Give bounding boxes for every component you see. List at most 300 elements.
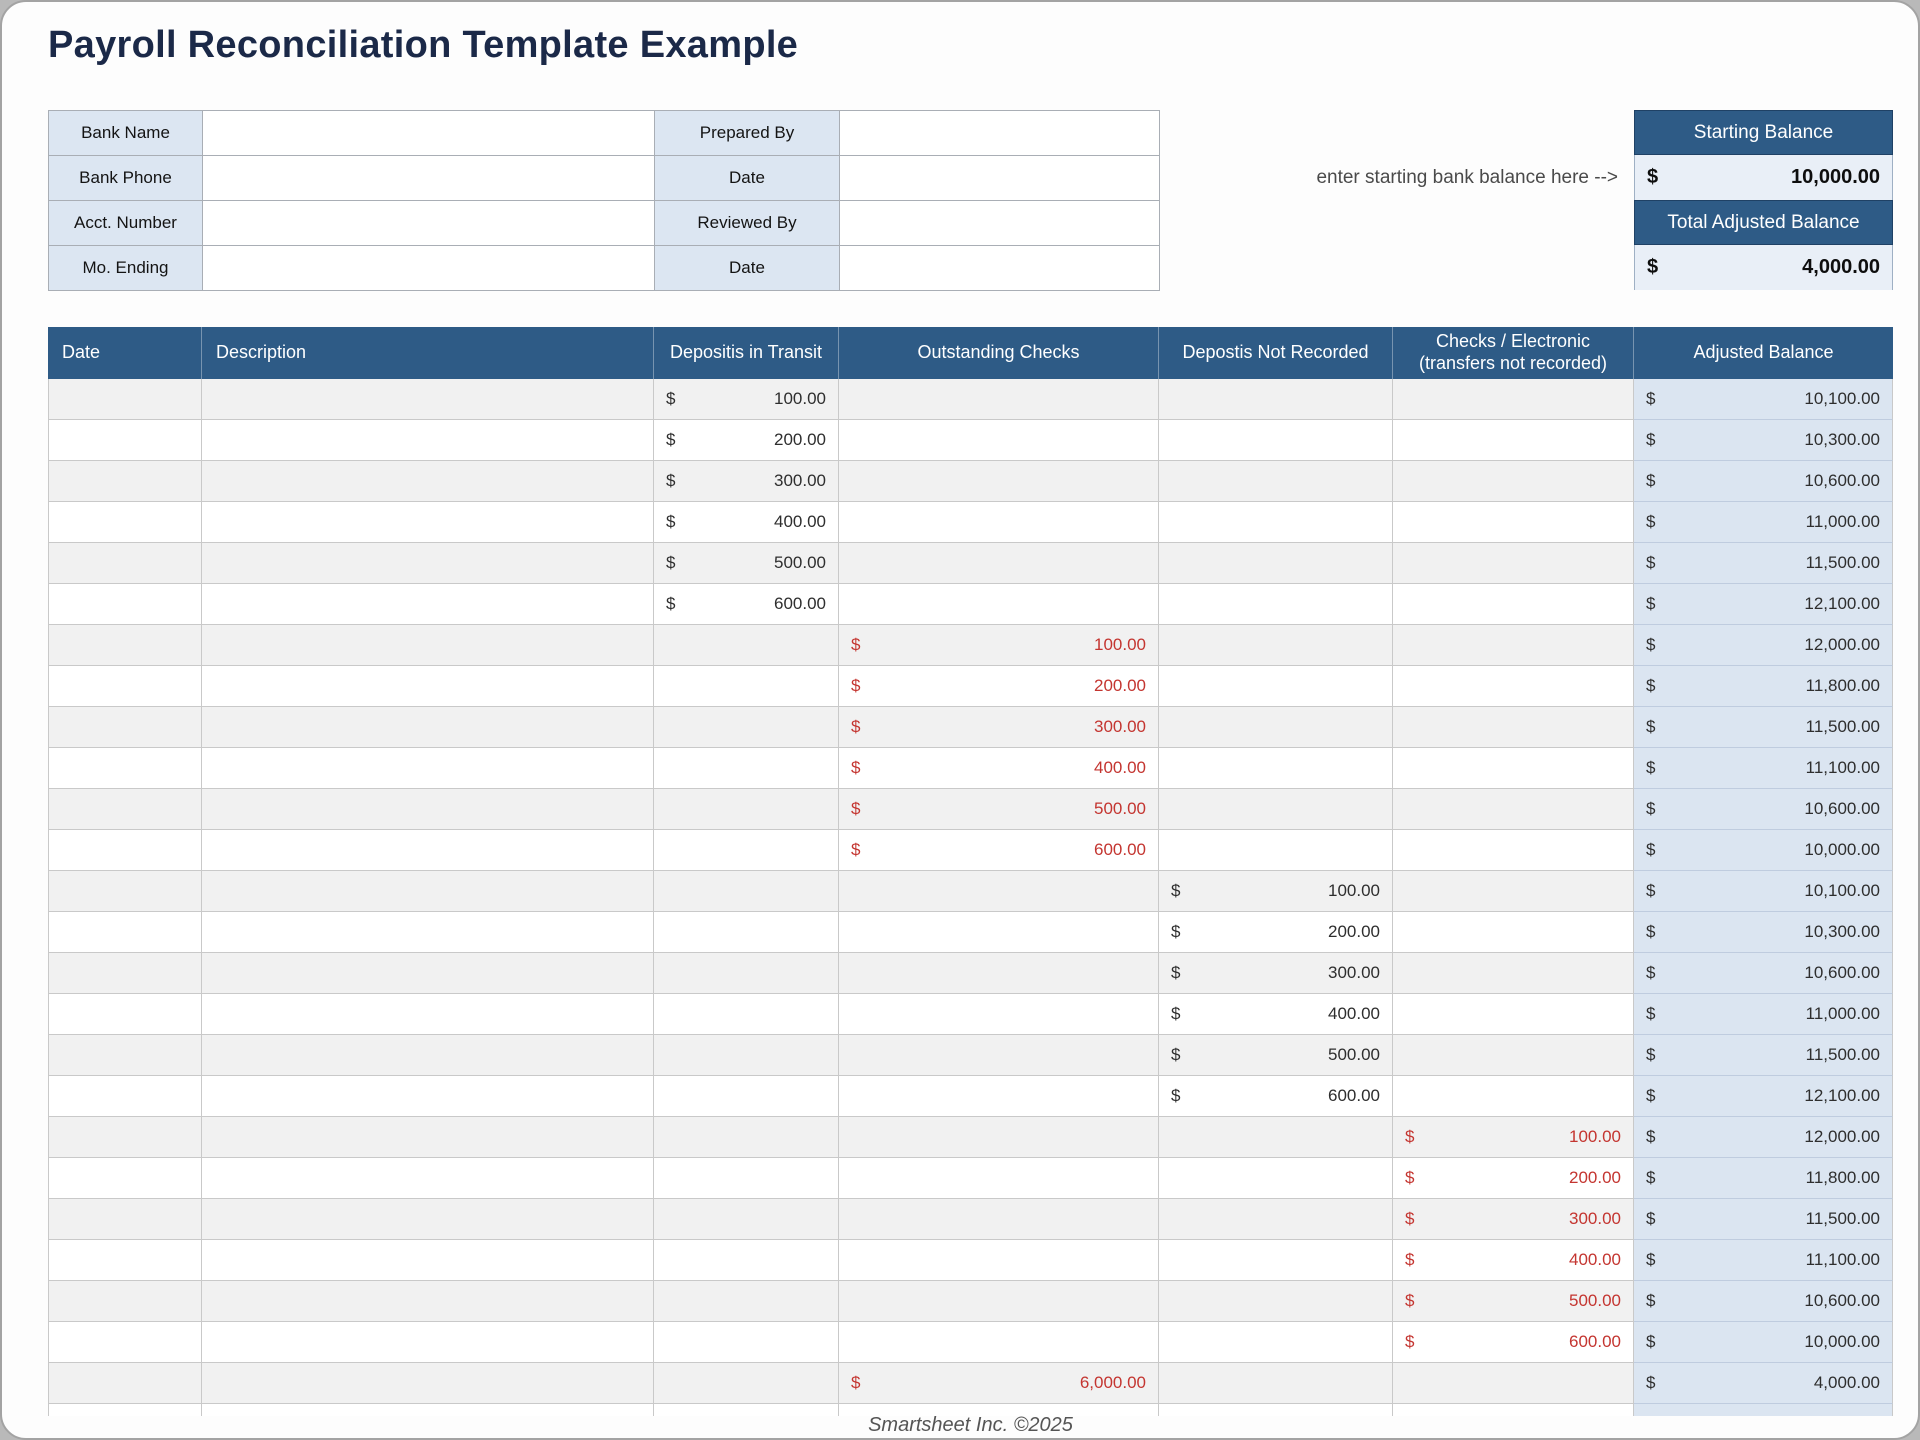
cell-checks-electronic[interactable] [1393, 1322, 1634, 1363]
reconciliation-table [48, 327, 1893, 1416]
table-header-row [48, 327, 1893, 379]
cell-deposits-not-recorded[interactable] [1159, 707, 1393, 748]
currency-symbol: $ [1405, 1291, 1415, 1310]
cell-date[interactable] [48, 871, 202, 912]
info-form [48, 110, 1160, 291]
cell-date[interactable] [48, 707, 202, 748]
starting-balance-header: Starting Balance [1634, 110, 1893, 155]
cell-date[interactable] [48, 953, 202, 994]
amount: 11,100.00 [1805, 758, 1880, 777]
cell-outstanding-checks[interactable] [839, 502, 1159, 543]
cell-description[interactable] [202, 1363, 654, 1404]
amount: 12,100.00 [1804, 1086, 1880, 1105]
currency-symbol: $ [851, 758, 861, 777]
table-row [48, 502, 1893, 543]
cell-outstanding-checks[interactable] [839, 584, 1159, 625]
cell-description[interactable] [202, 789, 654, 830]
table-row [48, 1117, 1893, 1158]
cell-adjusted-balance[interactable] [1634, 1035, 1893, 1076]
cell-checks-electronic[interactable] [1393, 994, 1634, 1035]
amount: 300.00 [1094, 717, 1146, 736]
cell-checks-electronic[interactable] [1393, 1240, 1634, 1281]
cell-checks-electronic[interactable] [1393, 953, 1634, 994]
currency-symbol: $ [1171, 881, 1181, 900]
currency-symbol: $ [1646, 1004, 1656, 1023]
cell-deposits-not-recorded[interactable] [1159, 1199, 1393, 1240]
form-value-date-2[interactable] [840, 246, 1160, 291]
form-value-date-1[interactable] [840, 156, 1160, 201]
cell-adjusted-balance[interactable] [1634, 1117, 1893, 1158]
column-header-deposits-not-recorded [1159, 327, 1393, 379]
cell-description[interactable] [202, 625, 654, 666]
cell-adjusted-balance[interactable] [1634, 584, 1893, 625]
cell-outstanding-checks[interactable] [839, 871, 1159, 912]
form-label-date-2: Date [655, 246, 840, 291]
currency-symbol: $ [1405, 1168, 1415, 1187]
currency-symbol: $ [1646, 471, 1656, 490]
amount: 4,000.00 [1802, 256, 1880, 278]
total-adjusted-balance-value[interactable] [1634, 245, 1893, 290]
cell-deposits-in-transit[interactable] [654, 1117, 839, 1158]
amount: 200.00 [1094, 676, 1146, 695]
cell-deposits-in-transit[interactable] [654, 748, 839, 789]
cell-deposits-in-transit[interactable] [654, 1035, 839, 1076]
cell-deposits-in-transit[interactable] [654, 953, 839, 994]
cell-outstanding-checks[interactable] [839, 461, 1159, 502]
cell-description[interactable] [202, 953, 654, 994]
cell-date[interactable] [48, 748, 202, 789]
cell-deposits-in-transit[interactable] [654, 379, 839, 420]
cell-outstanding-checks[interactable] [839, 379, 1159, 420]
cell-deposits-in-transit[interactable] [654, 420, 839, 461]
cell-deposits-not-recorded[interactable] [1159, 502, 1393, 543]
cell-deposits-in-transit[interactable] [654, 1281, 839, 1322]
cell-description[interactable] [202, 1240, 654, 1281]
cell-deposits-not-recorded[interactable] [1159, 1322, 1393, 1363]
currency-symbol: $ [1646, 1168, 1656, 1187]
cell-adjusted-balance[interactable] [1634, 994, 1893, 1035]
amount: 4,000.00 [1813, 1373, 1880, 1392]
cell-deposits-not-recorded[interactable] [1159, 1281, 1393, 1322]
cell-checks-electronic[interactable] [1393, 789, 1634, 830]
table-row [48, 912, 1893, 953]
form-value-bank-name[interactable] [203, 111, 655, 156]
cell-deposits-in-transit[interactable] [654, 543, 839, 584]
cell-description[interactable] [202, 420, 654, 461]
cell-outstanding-checks[interactable] [839, 1322, 1159, 1363]
cell-checks-electronic[interactable] [1393, 1363, 1634, 1404]
currency-symbol: $ [851, 717, 861, 736]
cell-deposits-not-recorded[interactable] [1159, 1035, 1393, 1076]
amount: 11,000.00 [1805, 512, 1880, 531]
currency-symbol: $ [666, 553, 676, 572]
cell-deposits-in-transit[interactable] [654, 666, 839, 707]
amount: 600.00 [1328, 1086, 1380, 1105]
cell-checks-electronic[interactable] [1393, 420, 1634, 461]
cell-checks-electronic[interactable] [1393, 379, 1634, 420]
cell-deposits-not-recorded[interactable] [1159, 1363, 1393, 1404]
cell-adjusted-balance[interactable] [1634, 1199, 1893, 1240]
table-row [48, 953, 1893, 994]
cell-deposits-not-recorded[interactable] [1159, 625, 1393, 666]
currency-symbol: $ [1405, 1250, 1415, 1269]
currency-symbol: $ [851, 1373, 861, 1392]
amount: 500.00 [1094, 799, 1146, 818]
cell-date[interactable] [48, 1076, 202, 1117]
cell-checks-electronic[interactable] [1393, 1117, 1634, 1158]
table-row [48, 1322, 1893, 1363]
cell-description[interactable] [202, 707, 654, 748]
cell-adjusted-balance[interactable] [1634, 420, 1893, 461]
cell-checks-electronic[interactable] [1393, 830, 1634, 871]
amount: 10,600.00 [1804, 963, 1880, 982]
amount: 11,500.00 [1805, 717, 1880, 736]
cell-deposits-not-recorded[interactable] [1159, 994, 1393, 1035]
cell-description[interactable] [202, 871, 654, 912]
cell-adjusted-balance[interactable] [1634, 1158, 1893, 1199]
cell-deposits-in-transit[interactable] [654, 1199, 839, 1240]
amount: 100.00 [1569, 1127, 1621, 1146]
table-row [48, 625, 1893, 666]
amount: 500.00 [1328, 1045, 1380, 1064]
cell-date[interactable] [48, 789, 202, 830]
cell-description[interactable] [202, 666, 654, 707]
amount: 10,000.00 [1791, 166, 1880, 188]
currency-symbol: $ [1646, 717, 1656, 736]
cell-description[interactable] [202, 1117, 654, 1158]
table-row [48, 748, 1893, 789]
cell-deposits-not-recorded[interactable] [1159, 1158, 1393, 1199]
cell-adjusted-balance[interactable] [1634, 666, 1893, 707]
form-value-acct-number[interactable] [203, 201, 655, 246]
cell-description[interactable] [202, 584, 654, 625]
cell-date[interactable] [48, 461, 202, 502]
currency-symbol: $ [1171, 1004, 1181, 1023]
currency-symbol: $ [1646, 922, 1656, 941]
cell-description[interactable] [202, 1199, 654, 1240]
cell-outstanding-checks[interactable] [839, 789, 1159, 830]
cell-deposits-not-recorded[interactable] [1159, 871, 1393, 912]
header-label: Checks / Electronic [1435, 331, 1591, 352]
amount: 11,000.00 [1805, 1004, 1880, 1023]
cell-checks-electronic[interactable] [1393, 1281, 1634, 1322]
amount: 10,300.00 [1804, 922, 1880, 941]
cell-deposits-in-transit[interactable] [654, 830, 839, 871]
amount: 11,800.00 [1805, 1168, 1880, 1187]
amount: 300.00 [1328, 963, 1380, 982]
column-header-description [202, 327, 654, 379]
currency-symbol: $ [1646, 1045, 1656, 1064]
currency-symbol: $ [1646, 512, 1656, 531]
currency-symbol: $ [1646, 389, 1656, 408]
cell-deposits-in-transit[interactable] [654, 1363, 839, 1404]
cell-adjusted-balance[interactable] [1634, 1281, 1893, 1322]
currency-symbol: $ [1646, 840, 1656, 859]
currency-symbol: $ [1646, 758, 1656, 777]
cell-description[interactable] [202, 502, 654, 543]
cell-adjusted-balance[interactable] [1634, 953, 1893, 994]
cell-deposits-not-recorded[interactable] [1159, 1240, 1393, 1281]
cell-deposits-in-transit[interactable] [654, 912, 839, 953]
cell-date[interactable] [48, 1363, 202, 1404]
cell-deposits-not-recorded[interactable] [1159, 912, 1393, 953]
cell-deposits-not-recorded[interactable] [1159, 584, 1393, 625]
cell-deposits-not-recorded[interactable] [1159, 379, 1393, 420]
cell-outstanding-checks[interactable] [839, 625, 1159, 666]
currency-symbol: $ [1646, 799, 1656, 818]
cell-outstanding-checks[interactable] [839, 953, 1159, 994]
cell-checks-electronic[interactable] [1393, 543, 1634, 584]
cell-deposits-not-recorded[interactable] [1159, 830, 1393, 871]
amount: 11,500.00 [1805, 553, 1880, 572]
currency-symbol: $ [1647, 166, 1659, 188]
table-row [48, 584, 1893, 625]
cell-deposits-in-transit[interactable] [654, 625, 839, 666]
amount: 10,100.00 [1804, 389, 1880, 408]
currency-symbol: $ [1646, 963, 1656, 982]
cell-outstanding-checks[interactable] [839, 994, 1159, 1035]
cell-date[interactable] [48, 584, 202, 625]
cell-date[interactable] [48, 1322, 202, 1363]
cell-checks-electronic[interactable] [1393, 748, 1634, 789]
cell-adjusted-balance[interactable] [1634, 789, 1893, 830]
amount: 12,000.00 [1804, 1127, 1880, 1146]
cell-deposits-not-recorded[interactable] [1159, 953, 1393, 994]
cell-date[interactable] [48, 1199, 202, 1240]
currency-symbol: $ [851, 799, 861, 818]
cell-deposits-in-transit[interactable] [654, 1322, 839, 1363]
amount: 600.00 [1569, 1332, 1621, 1351]
form-label-mo-ending: Mo. Ending [49, 246, 203, 291]
cell-adjusted-balance[interactable] [1634, 707, 1893, 748]
cell-deposits-not-recorded[interactable] [1159, 1076, 1393, 1117]
cell-description[interactable] [202, 912, 654, 953]
table-row [48, 1363, 1893, 1404]
cell-adjusted-balance[interactable] [1634, 379, 1893, 420]
cell-checks-electronic[interactable] [1393, 912, 1634, 953]
cell-adjusted-balance[interactable] [1634, 871, 1893, 912]
currency-symbol: $ [1171, 922, 1181, 941]
cell-deposits-not-recorded[interactable] [1159, 543, 1393, 584]
cell-description[interactable] [202, 461, 654, 502]
cell-deposits-not-recorded[interactable] [1159, 461, 1393, 502]
cell-deposits-in-transit[interactable] [654, 461, 839, 502]
cell-description[interactable] [202, 1158, 654, 1199]
amount: 400.00 [1328, 1004, 1380, 1023]
cell-adjusted-balance[interactable] [1634, 830, 1893, 871]
cell-date[interactable] [48, 1240, 202, 1281]
cell-deposits-in-transit[interactable] [654, 1240, 839, 1281]
header-sublabel: (transfers not recorded) [1418, 353, 1608, 373]
cell-deposits-not-recorded[interactable] [1159, 420, 1393, 461]
table-row [48, 789, 1893, 830]
cell-outstanding-checks[interactable] [839, 830, 1159, 871]
cell-checks-electronic[interactable] [1393, 584, 1634, 625]
amount: 10,000.00 [1804, 1332, 1880, 1351]
cell-description[interactable] [202, 994, 654, 1035]
cell-date[interactable] [48, 912, 202, 953]
cell-outstanding-checks[interactable] [839, 1117, 1159, 1158]
cell-outstanding-checks[interactable] [839, 1363, 1159, 1404]
total-adjusted-balance-header: Total Adjusted Balance [1634, 200, 1893, 245]
cell-description[interactable] [202, 543, 654, 584]
amount: 10,600.00 [1804, 1291, 1880, 1310]
amount: 200.00 [1569, 1168, 1621, 1187]
currency-symbol: $ [666, 389, 676, 408]
cell-checks-electronic[interactable] [1393, 707, 1634, 748]
currency-symbol: $ [1646, 1250, 1656, 1269]
cell-description[interactable] [202, 1281, 654, 1322]
form-value-prepared-by[interactable] [840, 111, 1160, 156]
amount: 300.00 [774, 471, 826, 490]
cell-adjusted-balance[interactable] [1634, 502, 1893, 543]
form-value-mo-ending[interactable] [203, 246, 655, 291]
cell-adjusted-balance[interactable] [1634, 912, 1893, 953]
cell-adjusted-balance[interactable] [1634, 543, 1893, 584]
cell-date[interactable] [48, 543, 202, 584]
cell-outstanding-checks[interactable] [839, 1281, 1159, 1322]
cell-checks-electronic[interactable] [1393, 461, 1634, 502]
cell-adjusted-balance[interactable] [1634, 1363, 1893, 1404]
cell-adjusted-balance[interactable] [1634, 625, 1893, 666]
cell-date[interactable] [48, 1281, 202, 1322]
table-row [48, 1158, 1893, 1199]
starting-balance-value[interactable] [1634, 155, 1893, 200]
amount: 10,300.00 [1804, 430, 1880, 449]
currency-symbol: $ [851, 635, 861, 654]
cell-deposits-in-transit[interactable] [654, 502, 839, 543]
cell-checks-electronic[interactable] [1393, 1035, 1634, 1076]
cell-outstanding-checks[interactable] [839, 1158, 1159, 1199]
currency-symbol: $ [1646, 1086, 1656, 1105]
amount: 400.00 [1094, 758, 1146, 777]
amount: 11,500.00 [1805, 1045, 1880, 1064]
cell-deposits-not-recorded[interactable] [1159, 1117, 1393, 1158]
cell-date[interactable] [48, 420, 202, 461]
currency-symbol: $ [851, 676, 861, 695]
currency-symbol: $ [1646, 635, 1656, 654]
cell-date[interactable] [48, 502, 202, 543]
currency-symbol: $ [1646, 594, 1656, 613]
cell-description[interactable] [202, 1322, 654, 1363]
cell-deposits-not-recorded[interactable] [1159, 748, 1393, 789]
cell-description[interactable] [202, 1076, 654, 1117]
cell-date[interactable] [48, 994, 202, 1035]
cell-deposits-in-transit[interactable] [654, 871, 839, 912]
cell-checks-electronic[interactable] [1393, 666, 1634, 707]
cell-deposits-not-recorded[interactable] [1159, 789, 1393, 830]
cell-deposits-in-transit[interactable] [654, 994, 839, 1035]
cell-date[interactable] [48, 666, 202, 707]
cell-checks-electronic[interactable] [1393, 625, 1634, 666]
cell-date[interactable] [48, 1117, 202, 1158]
cell-checks-electronic[interactable] [1393, 871, 1634, 912]
cell-deposits-in-transit[interactable] [654, 707, 839, 748]
cell-adjusted-balance[interactable] [1634, 1076, 1893, 1117]
table-row [48, 1281, 1893, 1322]
amount: 100.00 [774, 389, 826, 408]
cell-deposits-in-transit[interactable] [654, 1076, 839, 1117]
column-header-checks-electronic [1393, 327, 1634, 379]
form-value-bank-phone[interactable] [203, 156, 655, 201]
cell-date[interactable] [48, 1035, 202, 1076]
cell-outstanding-checks[interactable] [839, 707, 1159, 748]
table-row [48, 420, 1893, 461]
cell-outstanding-checks[interactable] [839, 1035, 1159, 1076]
cell-adjusted-balance[interactable] [1634, 748, 1893, 789]
header-label: Depositis in Transit [669, 342, 823, 363]
cell-deposits-in-transit[interactable] [654, 584, 839, 625]
cell-outstanding-checks[interactable] [839, 420, 1159, 461]
cell-checks-electronic[interactable] [1393, 1076, 1634, 1117]
table-row [48, 1076, 1893, 1117]
currency-symbol: $ [1171, 963, 1181, 982]
table-row [48, 1240, 1893, 1281]
table-row [48, 543, 1893, 584]
cell-date[interactable] [48, 830, 202, 871]
cell-deposits-in-transit[interactable] [654, 1158, 839, 1199]
amount: 10,000.00 [1804, 840, 1880, 859]
cell-description[interactable] [202, 1035, 654, 1076]
table-body [48, 379, 1893, 1404]
amount: 10,100.00 [1804, 881, 1880, 900]
cell-adjusted-balance[interactable] [1634, 1322, 1893, 1363]
cell-outstanding-checks[interactable] [839, 748, 1159, 789]
column-header-deposits-in-transit [654, 327, 839, 379]
cell-description[interactable] [202, 748, 654, 789]
currency-symbol: $ [1646, 676, 1656, 695]
cell-checks-electronic[interactable] [1393, 1158, 1634, 1199]
cell-checks-electronic[interactable] [1393, 502, 1634, 543]
cell-description[interactable] [202, 830, 654, 871]
column-header-adjusted-balance [1634, 327, 1893, 379]
currency-symbol: $ [1646, 881, 1656, 900]
cell-adjusted-balance[interactable] [1634, 461, 1893, 502]
currency-symbol: $ [666, 594, 676, 613]
cell-description[interactable] [202, 379, 654, 420]
amount: 100.00 [1094, 635, 1146, 654]
currency-symbol: $ [1647, 256, 1659, 278]
cell-date[interactable] [48, 1158, 202, 1199]
header-label: Date [62, 342, 101, 363]
cell-adjusted-balance[interactable] [1634, 1240, 1893, 1281]
amount: 100.00 [1328, 881, 1380, 900]
form-value-reviewed-by[interactable] [840, 201, 1160, 246]
cell-outstanding-checks[interactable] [839, 1076, 1159, 1117]
cell-outstanding-checks[interactable] [839, 1199, 1159, 1240]
cell-outstanding-checks[interactable] [839, 666, 1159, 707]
cell-outstanding-checks[interactable] [839, 543, 1159, 584]
page-title: Payroll Reconciliation Template Example [48, 24, 799, 66]
currency-symbol: $ [1405, 1332, 1415, 1351]
cell-outstanding-checks[interactable] [839, 912, 1159, 953]
form-label-date-1: Date [655, 156, 840, 201]
cell-deposits-not-recorded[interactable] [1159, 666, 1393, 707]
header-label: Adjusted Balance [1693, 342, 1834, 363]
form-label-acct-number: Acct. Number [49, 201, 203, 246]
cell-outstanding-checks[interactable] [839, 1240, 1159, 1281]
currency-symbol: $ [1405, 1209, 1415, 1228]
cell-checks-electronic[interactable] [1393, 1199, 1634, 1240]
cell-date[interactable] [48, 625, 202, 666]
header-label: Depostis Not Recorded [1182, 342, 1369, 363]
cell-date[interactable] [48, 379, 202, 420]
currency-symbol: $ [1171, 1045, 1181, 1064]
table-row [48, 379, 1893, 420]
cell-deposits-in-transit[interactable] [654, 789, 839, 830]
amount: 400.00 [774, 512, 826, 531]
column-header-outstanding-checks [839, 327, 1159, 379]
